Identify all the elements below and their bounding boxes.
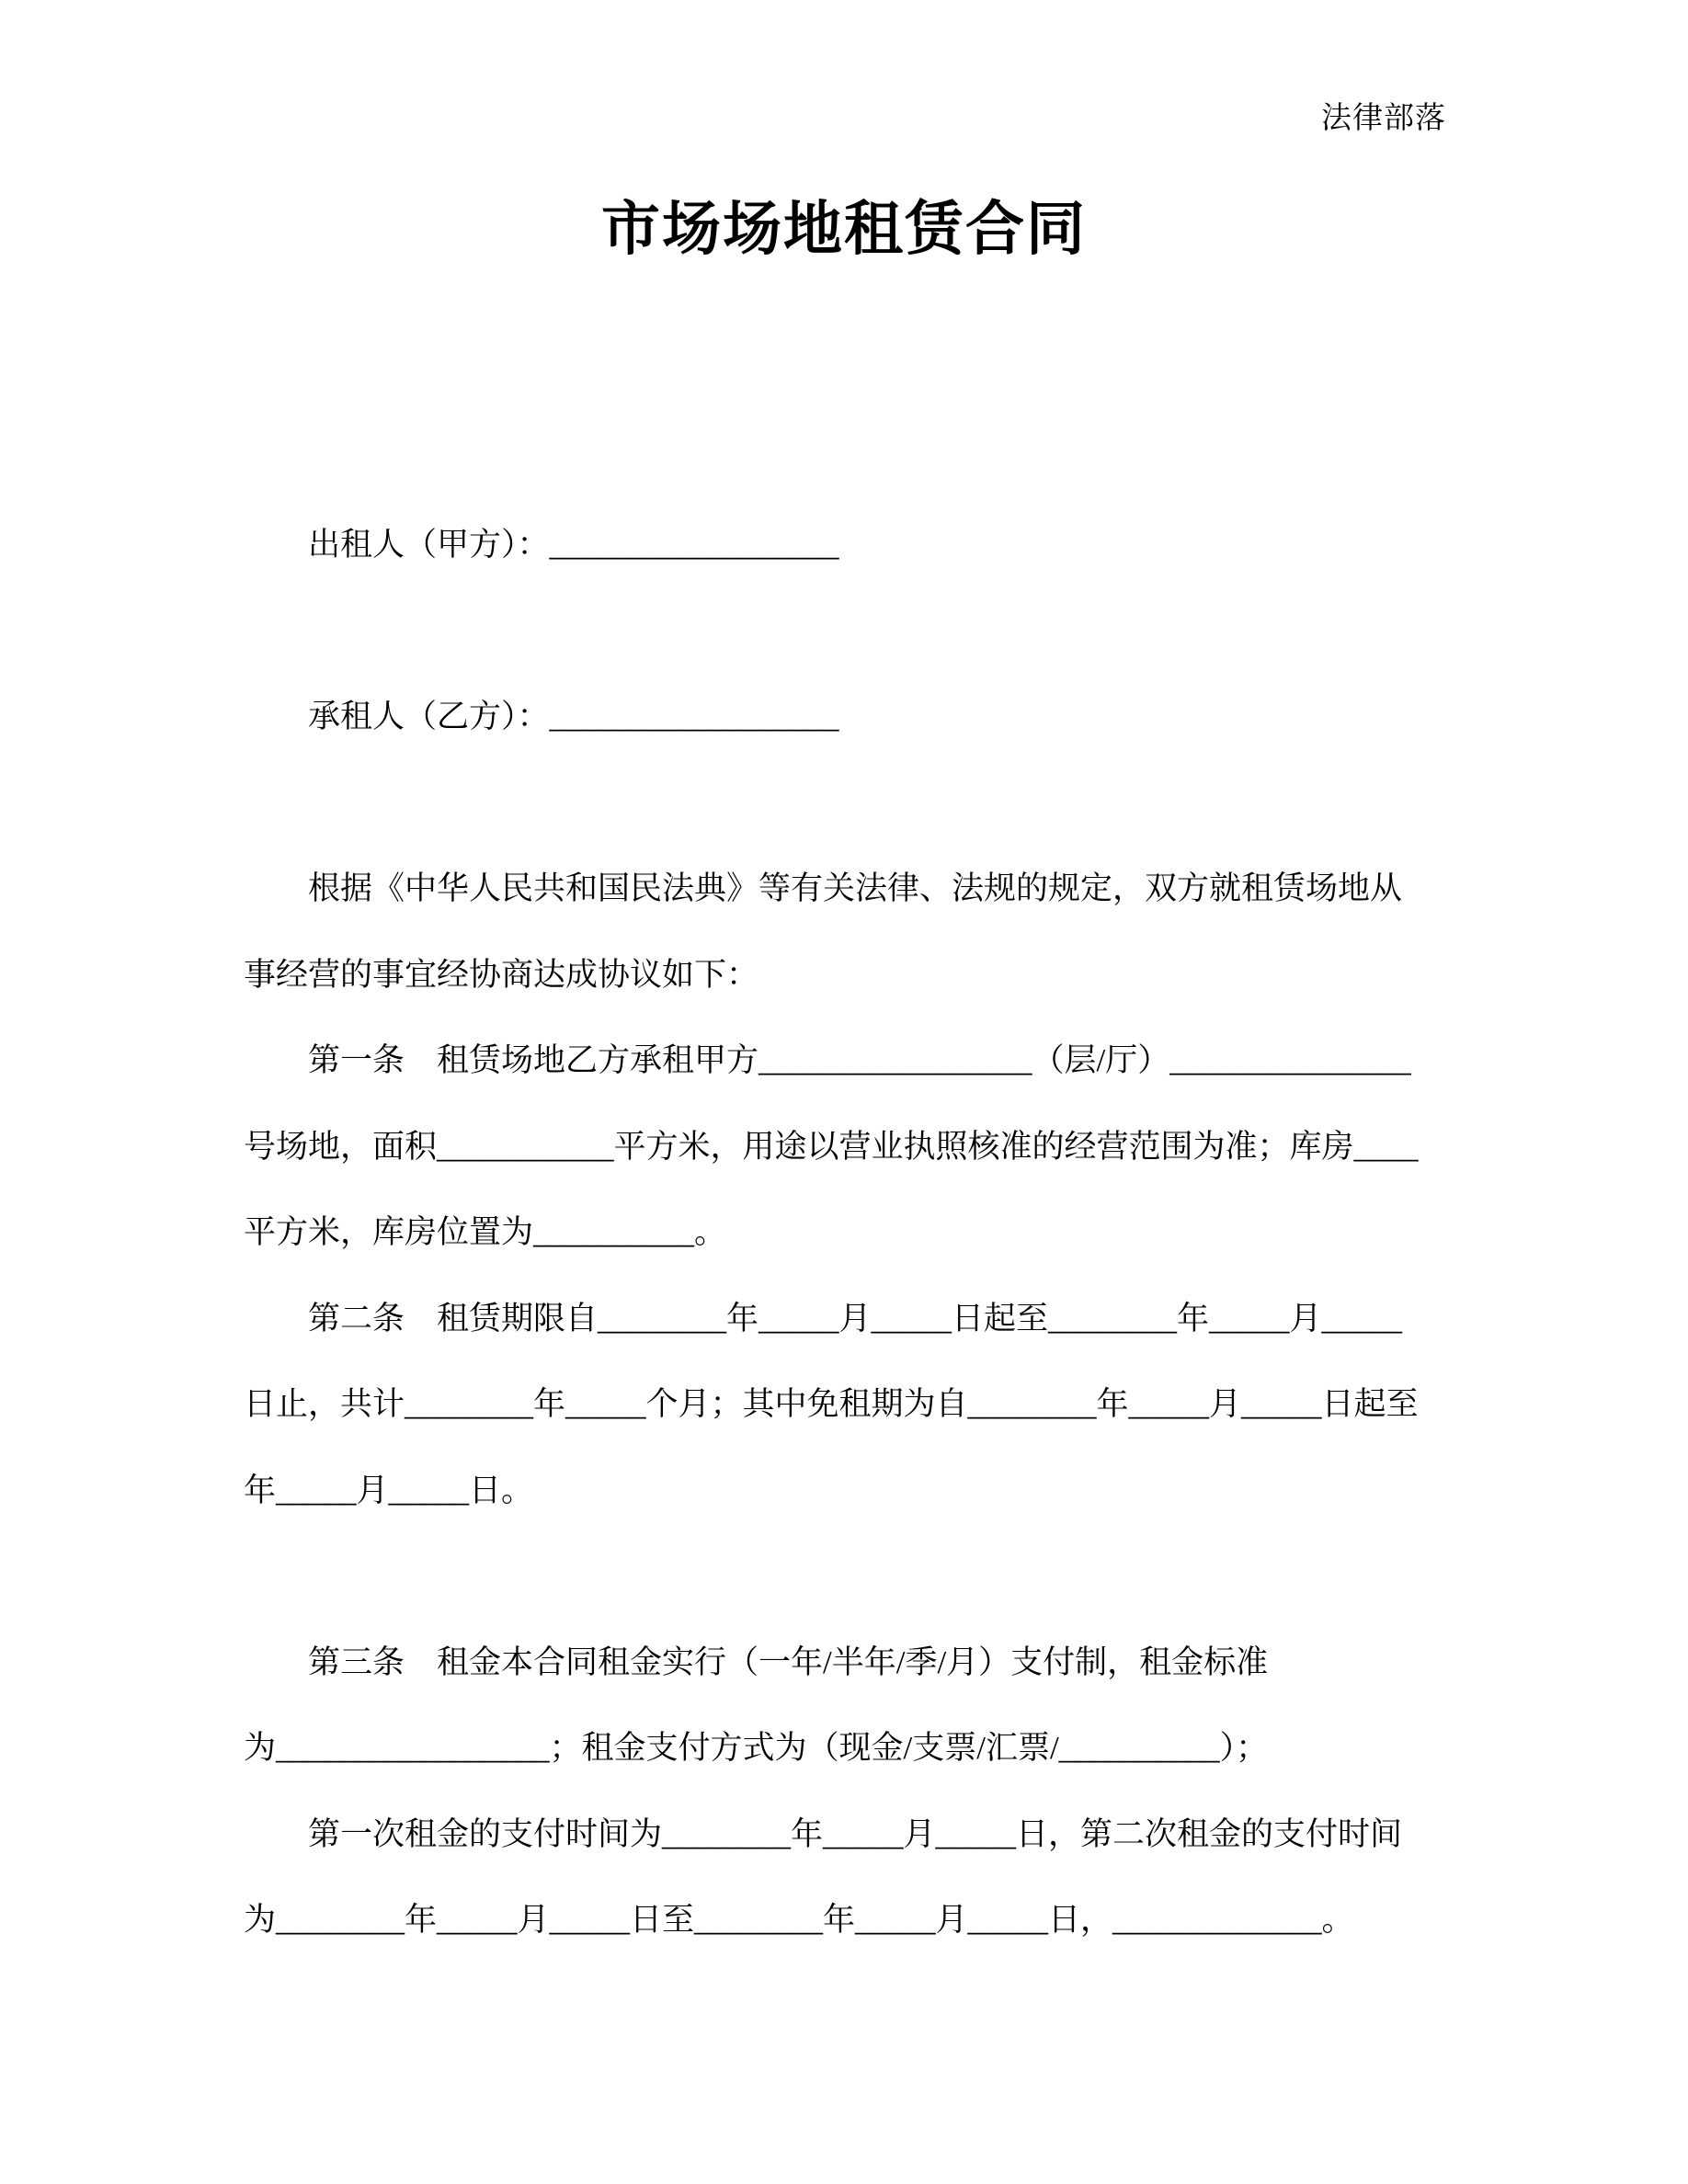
line-article1-3: 平方米，库房位置为__________。: [244, 1214, 727, 1250]
contract-body: [244, 502, 1457, 1963]
line-article3-2: 为_________________；租金支付方式为（现金/支票/汇票/__________）；: [244, 1730, 1269, 1766]
brand-watermark: 法律部落: [1321, 102, 1446, 135]
line-article3-1: 第三条 租金本合同租金实行（一年/半年/季/月）支付制，租金标准: [308, 1644, 1269, 1680]
line-article2-2: 日止，共计________年_____个月；其中免租期为自________年_____月_____日起至: [244, 1386, 1419, 1422]
line-article2-3: 年_____月_____日。: [244, 1472, 534, 1508]
line-lessor: 出租人（甲方）：__________________: [308, 527, 839, 563]
line-article2-1: 第二条 租赁期限自________年_____月_____日起至________年_____月_____: [308, 1300, 1403, 1337]
line-article3-payment-2: 为________年_____月_____日至________年_____月_____日，_____________。: [244, 1902, 1354, 1938]
line-article3-payment-1: 第一次租金的支付时间为________年_____月_____日，第二次租金的支付时间: [308, 1815, 1403, 1852]
line-lessee: 承租人（乙方）：__________________: [308, 699, 839, 734]
document-title: 市场场地租赁合同: [601, 197, 1087, 262]
line-article1-2: 号场地，面积___________平方米，用途以营业执照核准的经营范围为准；库房____: [244, 1128, 1419, 1165]
line-article1-1: 第一条 租赁场地乙方承租甲方_________________（层/厅）_______________: [308, 1042, 1411, 1078]
line-blank: [244, 1533, 1457, 1620]
line-blank: [244, 588, 1457, 675]
line-blank: [244, 760, 1457, 847]
line-preamble-2: 事经营的事宜经协商达成协议如下：: [244, 956, 759, 993]
line-preamble-1: 根据《中华人民共和国民法典》等有关法律、法规的规定，双方就租赁场地从: [308, 870, 1403, 906]
